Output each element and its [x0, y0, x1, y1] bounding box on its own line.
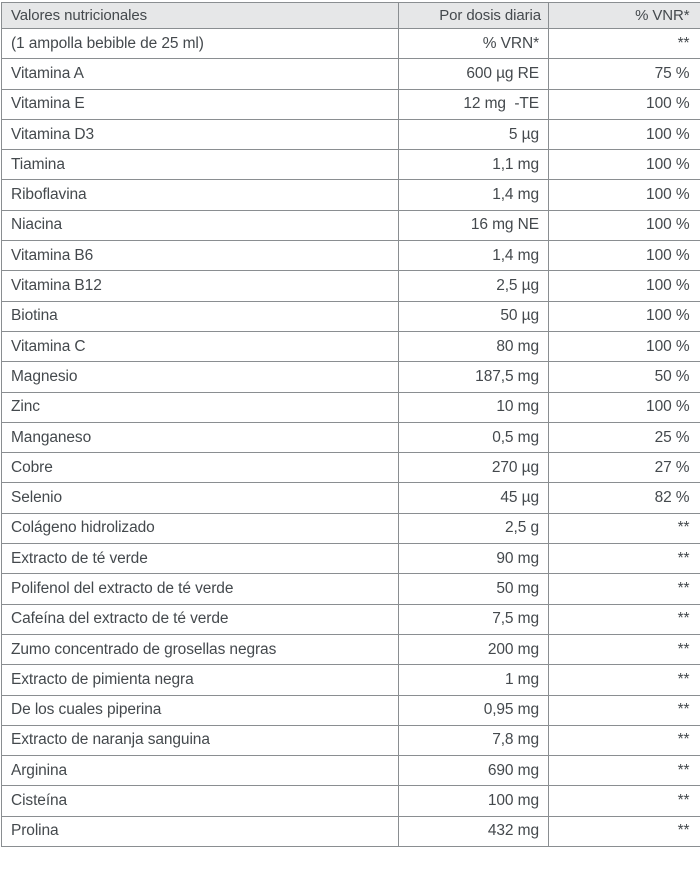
- table-row: [2, 634, 700, 664]
- table-row: [2, 59, 700, 89]
- cell-vnr-value: 100 %: [549, 210, 700, 240]
- table-row: [2, 756, 700, 786]
- cell-vnr-value: **: [549, 665, 700, 695]
- cell-nutrient-name: Vitamina D3: [2, 119, 399, 149]
- cell-amount-per-dose: 16 mg NE: [399, 210, 549, 240]
- cell-nutrient-name: Tiamina: [2, 150, 399, 180]
- cell-vnr-value: 25 %: [549, 422, 700, 452]
- table-row: [2, 695, 700, 725]
- table-row: [2, 422, 700, 452]
- cell-nutrient-name: Niacina: [2, 210, 399, 240]
- cell-amount-per-dose: 0,95 mg: [399, 695, 549, 725]
- cell-vnr-value: **: [549, 574, 700, 604]
- header-vnr-percent: % VNR*: [549, 3, 700, 29]
- table-row: [2, 604, 700, 634]
- cell-amount-per-dose: 1 mg: [399, 665, 549, 695]
- table-row: [2, 29, 700, 59]
- cell-amount-per-dose: 187,5 mg: [399, 362, 549, 392]
- cell-nutrient-name: Cafeína del extracto de té verde: [2, 604, 399, 634]
- table-row: [2, 725, 700, 755]
- cell-nutrient-name: Vitamina A: [2, 59, 399, 89]
- cell-nutrient-name: Zinc: [2, 392, 399, 422]
- cell-amount-per-dose: 100 mg: [399, 786, 549, 816]
- table-row: [2, 331, 700, 361]
- cell-vnr-value: **: [549, 695, 700, 725]
- cell-vnr-value: 100 %: [549, 119, 700, 149]
- cell-vnr-value: 100 %: [549, 241, 700, 271]
- table-row: [2, 513, 700, 543]
- table-row: [2, 665, 700, 695]
- table-row: [2, 816, 700, 846]
- cell-amount-per-dose: 2,5 µg: [399, 271, 549, 301]
- cell-amount-per-dose: 270 µg: [399, 453, 549, 483]
- table-row: [2, 362, 700, 392]
- cell-vnr-value: **: [549, 786, 700, 816]
- cell-nutrient-name: Vitamina B12: [2, 271, 399, 301]
- cell-amount-per-dose: % VRN*: [399, 29, 549, 59]
- table-header-row: [2, 3, 700, 29]
- cell-amount-per-dose: 1,1 mg: [399, 150, 549, 180]
- cell-vnr-value: **: [549, 816, 700, 846]
- cell-amount-per-dose: 7,8 mg: [399, 725, 549, 755]
- cell-amount-per-dose: 80 mg: [399, 331, 549, 361]
- cell-nutrient-name: (1 ampolla bebible de 25 ml): [2, 29, 399, 59]
- cell-nutrient-name: Manganeso: [2, 422, 399, 452]
- cell-vnr-value: 100 %: [549, 271, 700, 301]
- cell-vnr-value: 100 %: [549, 331, 700, 361]
- cell-amount-per-dose: 2,5 g: [399, 513, 549, 543]
- table-body: [2, 29, 700, 847]
- table-row: [2, 119, 700, 149]
- cell-vnr-value: 100 %: [549, 150, 700, 180]
- table-row: [2, 544, 700, 574]
- cell-nutrient-name: Cobre: [2, 453, 399, 483]
- cell-amount-per-dose: 12 mg -TE: [399, 89, 549, 119]
- cell-vnr-value: **: [549, 29, 700, 59]
- cell-nutrient-name: Riboflavina: [2, 180, 399, 210]
- cell-nutrient-name: Biotina: [2, 301, 399, 331]
- cell-amount-per-dose: 50 mg: [399, 574, 549, 604]
- cell-amount-per-dose: 1,4 mg: [399, 241, 549, 271]
- cell-nutrient-name: Prolina: [2, 816, 399, 846]
- nutrition-table: [1, 2, 700, 847]
- cell-nutrient-name: Colágeno hidrolizado: [2, 513, 399, 543]
- cell-amount-per-dose: 600 µg RE: [399, 59, 549, 89]
- table-row: [2, 786, 700, 816]
- cell-amount-per-dose: 432 mg: [399, 816, 549, 846]
- cell-nutrient-name: Magnesio: [2, 362, 399, 392]
- cell-vnr-value: **: [549, 513, 700, 543]
- cell-vnr-value: **: [549, 756, 700, 786]
- table-row: [2, 271, 700, 301]
- table-row: [2, 150, 700, 180]
- cell-vnr-value: 100 %: [549, 301, 700, 331]
- cell-amount-per-dose: 1,4 mg: [399, 180, 549, 210]
- cell-vnr-value: 82 %: [549, 483, 700, 513]
- cell-nutrient-name: Cisteína: [2, 786, 399, 816]
- table-row: [2, 483, 700, 513]
- cell-vnr-value: 100 %: [549, 392, 700, 422]
- cell-amount-per-dose: 10 mg: [399, 392, 549, 422]
- cell-amount-per-dose: 45 µg: [399, 483, 549, 513]
- cell-nutrient-name: Zumo concentrado de grosellas negras: [2, 634, 399, 664]
- cell-vnr-value: 27 %: [549, 453, 700, 483]
- header-valores-nutricionales: Valores nutricionales: [2, 3, 399, 29]
- cell-amount-per-dose: 50 µg: [399, 301, 549, 331]
- cell-amount-per-dose: 200 mg: [399, 634, 549, 664]
- cell-vnr-value: 100 %: [549, 89, 700, 119]
- table-row: [2, 301, 700, 331]
- cell-vnr-value: **: [549, 634, 700, 664]
- table-row: [2, 453, 700, 483]
- cell-nutrient-name: Extracto de pimienta negra: [2, 665, 399, 695]
- cell-nutrient-name: Vitamina B6: [2, 241, 399, 271]
- table-row: [2, 241, 700, 271]
- table-row: [2, 392, 700, 422]
- table-row: [2, 180, 700, 210]
- cell-amount-per-dose: 0,5 mg: [399, 422, 549, 452]
- cell-amount-per-dose: 5 µg: [399, 119, 549, 149]
- header-por-dosis-diaria: Por dosis diaria: [399, 3, 549, 29]
- cell-nutrient-name: Polifenol del extracto de té verde: [2, 574, 399, 604]
- cell-nutrient-name: De los cuales piperina: [2, 695, 399, 725]
- cell-vnr-value: **: [549, 725, 700, 755]
- cell-vnr-value: 50 %: [549, 362, 700, 392]
- table-row: [2, 574, 700, 604]
- cell-nutrient-name: Extracto de naranja sanguina: [2, 725, 399, 755]
- cell-nutrient-name: Vitamina C: [2, 331, 399, 361]
- cell-nutrient-name: Extracto de té verde: [2, 544, 399, 574]
- cell-vnr-value: 75 %: [549, 59, 700, 89]
- cell-vnr-value: **: [549, 604, 700, 634]
- cell-nutrient-name: Selenio: [2, 483, 399, 513]
- cell-amount-per-dose: 690 mg: [399, 756, 549, 786]
- cell-amount-per-dose: 7,5 mg: [399, 604, 549, 634]
- table-row: [2, 210, 700, 240]
- table-row: [2, 89, 700, 119]
- cell-vnr-value: 100 %: [549, 180, 700, 210]
- cell-vnr-value: **: [549, 544, 700, 574]
- cell-nutrient-name: Arginina: [2, 756, 399, 786]
- cell-nutrient-name: Vitamina E: [2, 89, 399, 119]
- cell-amount-per-dose: 90 mg: [399, 544, 549, 574]
